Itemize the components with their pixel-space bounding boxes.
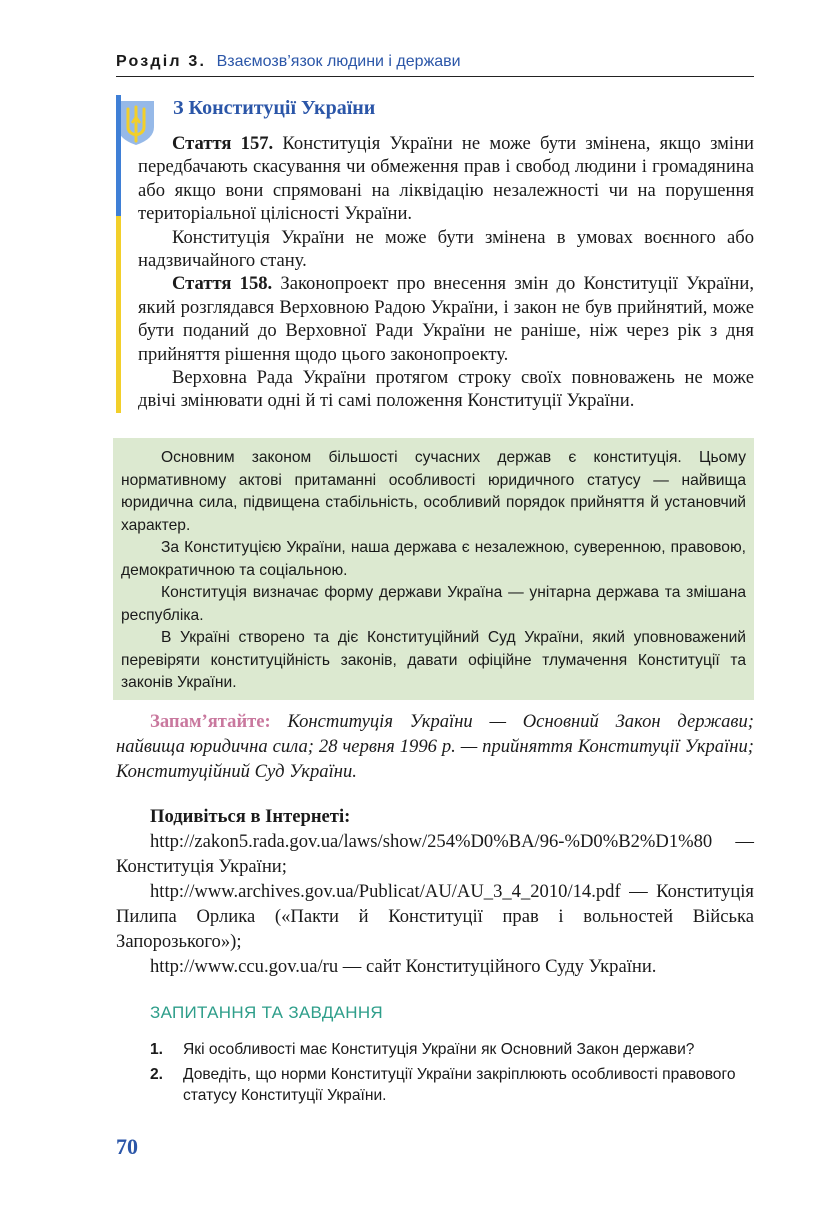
question-text: Доведіть, що норми Конституції України закріплюють особливості правового статусу Конституції України. [183,1066,736,1104]
question-item [150,1039,754,1060]
page-number: 70 [116,1134,138,1159]
question-number: 2. [150,1066,164,1083]
internet-title: Подивіться в Інтернеті: [150,806,351,827]
verkhovna-rada-paragraph [138,366,754,413]
summary-paragraph: За Конституцією України, наша держава є незалежною, суверенною, правовою, демократичною та соціальною. [121,539,746,579]
section-label: Розділ 3. [116,53,207,70]
question-item [150,1064,754,1106]
excerpt-title: З Конституції України [173,97,376,119]
questions-list [150,1039,754,1110]
summary-paragraph: В Україні створено та діє Конституційний Суд України, який уповноважений перевіряти конституційність законів, давати офіційне тлумачення Конституції та законів України. [121,629,746,691]
summary-box [113,438,754,700]
paragraph-text: Законопроект про внесення змін до Конституції України, який розглядався Верховною Радою України, і закон не був прийнятий, може бути поданий до Верховної Ради України не раніше, ніж через рік з дня прийняття рішення щодо цього законопроекту. [138,273,754,365]
paragraph-text: Конституція України не може бути змінена в умовах воєнного або надзвичайного стану. [138,226,754,272]
question-number: 1. [150,1041,164,1058]
paragraph-text: Верховна Рада України протягом строку своїх повноважень не може двічі змінювати одні й ті самі положення Конституції України. [138,367,754,412]
question-text: Які особливості має Конституція України як Основний Закон держави? [183,1041,695,1058]
internet-link-item[interactable]: http://www.ccu.gov.ua/ru — сайт Конституційного Суду України. [150,956,657,977]
remember-note [116,709,754,784]
internet-link-item[interactable]: http://zakon5.rada.gov.ua/laws/show/254%D0%BA/96-%D0%B2%D1%80 — Конституція України; [116,831,754,877]
article-158-label: Стаття 158. [172,273,273,295]
summary-paragraph: Основним законом більшості сучасних держав є конституція. Цьому нормативному актові притаманні особливості юридичного статусу — найвища юридична сила, підвищена стабільність, особливий порядок прийняття й установчий характер. [121,449,746,534]
chapter-header [116,52,754,77]
questions-title: ЗАПИТАННЯ ТА ЗАВДАННЯ [150,1003,384,1022]
article-157-label: Стаття 157. [172,133,274,154]
article-158-paragraph [138,272,754,366]
article-157-paragraph [138,132,754,226]
summary-paragraph: Конституція визначає форму держави Україна — унітарна держава та змішана республіка. [121,584,746,624]
remember-text: Конституція України — Основний Закон держави; найвища юридична сила; 28 червня 1996 р. — прийняття Конституції України; Конституційний Суд України. [116,711,754,782]
paragraph-text: Конституція України не може бути змінена, якщо зміни передбачають скасування чи обмеження прав і свобод людини і громадянина або якщо вони спрямовані на ліквідацію незалежності чи на порушення територіальної цілісності України. [138,133,754,225]
remember-label: Запам’ятайте: [150,711,271,732]
internet-link-item[interactable]: http://www.archives.gov.ua/Publicat/AU/AU_3_4_2010/14.pdf — Конституція Пилипа Орлика («Пакти й Конституції прав і вольностей Війська Запорозького»); [116,881,754,952]
internet-resources [116,804,754,979]
section-topic: Взаємозв’язок людини і держави [216,53,461,70]
excerpt-text [138,132,754,413]
martial-law-paragraph [138,226,754,273]
